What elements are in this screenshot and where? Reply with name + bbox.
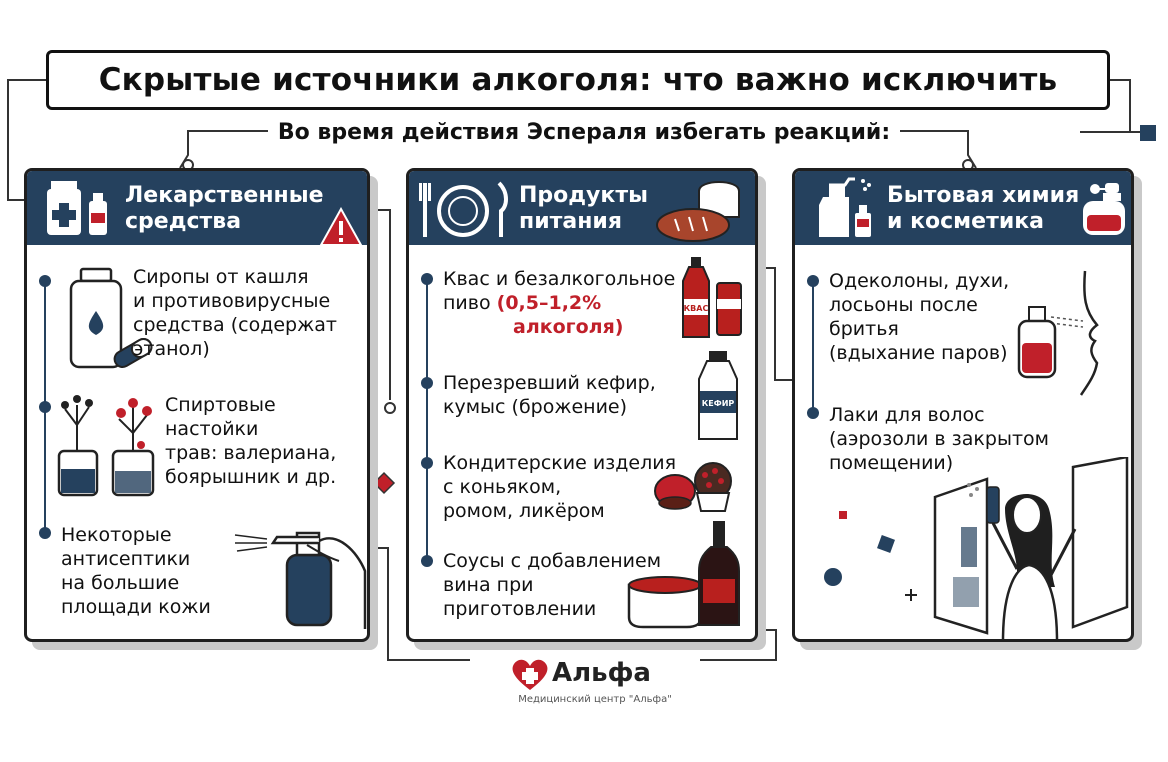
spray-chemicals-icon bbox=[809, 175, 887, 241]
chocolates-icon bbox=[653, 459, 737, 519]
item-line: средства (содержат bbox=[133, 314, 337, 336]
item-line: Спиртовые bbox=[165, 394, 276, 416]
medicine-bottles-icon bbox=[41, 179, 113, 239]
item-line: помещении) bbox=[829, 452, 954, 474]
panel-header-medicine bbox=[27, 171, 367, 245]
household-title-line2: и косметика bbox=[887, 209, 1045, 234]
spray-bottle-hand-icon bbox=[227, 511, 367, 629]
wine-saucepan-icon bbox=[625, 517, 753, 629]
item-line: боярышник и др. bbox=[165, 466, 337, 488]
household-item-colognes bbox=[829, 269, 1009, 365]
food-item-kefir bbox=[443, 371, 656, 419]
herbal-tincture-icon bbox=[55, 385, 165, 501]
kvas-bottle-can-icon bbox=[681, 253, 747, 343]
item-line: и противовирусные bbox=[133, 290, 331, 312]
woman-hairspray-icon bbox=[823, 457, 1133, 641]
bullet-dot bbox=[421, 377, 433, 389]
warning-icon bbox=[319, 207, 363, 247]
item-line: Лаки для волос bbox=[829, 404, 985, 426]
subtitle bbox=[0, 120, 1168, 145]
bullet-dot bbox=[421, 273, 433, 285]
panel-header-household bbox=[795, 171, 1131, 245]
panel-header-food bbox=[409, 171, 755, 245]
item-line: лосьоны после bbox=[829, 294, 978, 316]
item-line: Квас и безалкогольное bbox=[443, 268, 676, 290]
item-line: настойки bbox=[165, 418, 259, 440]
perfume-inhale-icon bbox=[1005, 267, 1134, 397]
item-line: антисептики bbox=[61, 548, 191, 570]
page-title: Скрытые источники алкоголя: что важно исключить bbox=[98, 62, 1058, 98]
food-title-line2: питания bbox=[519, 209, 622, 234]
item-line: трав: валериана, bbox=[165, 442, 337, 464]
household-timeline bbox=[812, 279, 814, 409]
item-line: (вдыхание паров) bbox=[829, 342, 1008, 364]
bullet-dot bbox=[39, 527, 51, 539]
bullet-dot bbox=[807, 275, 819, 287]
item-line: ромом, ликёром bbox=[443, 500, 605, 522]
item-line: вина при bbox=[443, 574, 534, 596]
bullet-dot bbox=[39, 401, 51, 413]
perfume-bottle-icon bbox=[1075, 181, 1129, 239]
bullet-dot bbox=[421, 457, 433, 469]
food-title-line1: Продукты bbox=[519, 183, 648, 208]
item-line: этанол) bbox=[133, 338, 210, 360]
alcohol-percent-highlight: (0,5–1,2% bbox=[496, 292, 602, 314]
logo-name: Альфа bbox=[552, 658, 651, 688]
item-line: Одеколоны, духи, bbox=[829, 270, 1010, 292]
panel-medicine bbox=[24, 168, 370, 642]
item-line: (аэрозоли в закрытом bbox=[829, 428, 1049, 450]
bullet-dot bbox=[39, 275, 51, 287]
medicine-item-syrups bbox=[133, 265, 337, 361]
bread-icon bbox=[653, 177, 753, 243]
household-title-line1: Бытовая химия bbox=[887, 183, 1080, 208]
item-line: пиво bbox=[443, 292, 491, 314]
plate-cutlery-icon bbox=[417, 179, 511, 239]
food-timeline bbox=[426, 279, 428, 563]
subtitle-text: Во время действия Эсперaля избегать реакций: bbox=[268, 120, 900, 145]
alcohol-word-highlight: алкоголя) bbox=[513, 316, 624, 338]
panel-household bbox=[792, 168, 1134, 642]
medicine-item-antiseptics bbox=[61, 523, 211, 619]
item-line: Перезревший кефир, bbox=[443, 372, 656, 394]
item-line: с коньяком, bbox=[443, 476, 562, 498]
logo-caption: Медицинский центр "Альфа" bbox=[518, 694, 672, 705]
item-line: на большие bbox=[61, 572, 180, 594]
panel-food bbox=[406, 168, 758, 642]
heart-cross-logo-icon bbox=[510, 656, 550, 692]
kefir-bottle-icon bbox=[693, 349, 743, 443]
item-line: Соусы с добавлением bbox=[443, 550, 662, 572]
title-box bbox=[46, 50, 1110, 110]
food-item-confectionery bbox=[443, 451, 676, 523]
item-line: бритья bbox=[829, 318, 899, 340]
item-line: приготовлении bbox=[443, 598, 597, 620]
food-item-kvas bbox=[443, 267, 675, 339]
item-line: Кондитерские изделия bbox=[443, 452, 677, 474]
kvas-label: КВАС bbox=[683, 304, 709, 313]
medicine-title-line1: Лекарственные bbox=[125, 183, 324, 208]
medicine-item-tinctures bbox=[165, 393, 336, 489]
item-line: Сиропы от кашля bbox=[133, 266, 309, 288]
bullet-dot bbox=[807, 407, 819, 419]
kefir-label: КЕФИР bbox=[701, 399, 735, 408]
item-line: Некоторые bbox=[61, 524, 172, 546]
medicine-title-line2: средства bbox=[125, 209, 242, 234]
item-line: площади кожи bbox=[61, 596, 211, 618]
bullet-dot bbox=[421, 555, 433, 567]
item-line: кумыс (брожение) bbox=[443, 396, 628, 418]
